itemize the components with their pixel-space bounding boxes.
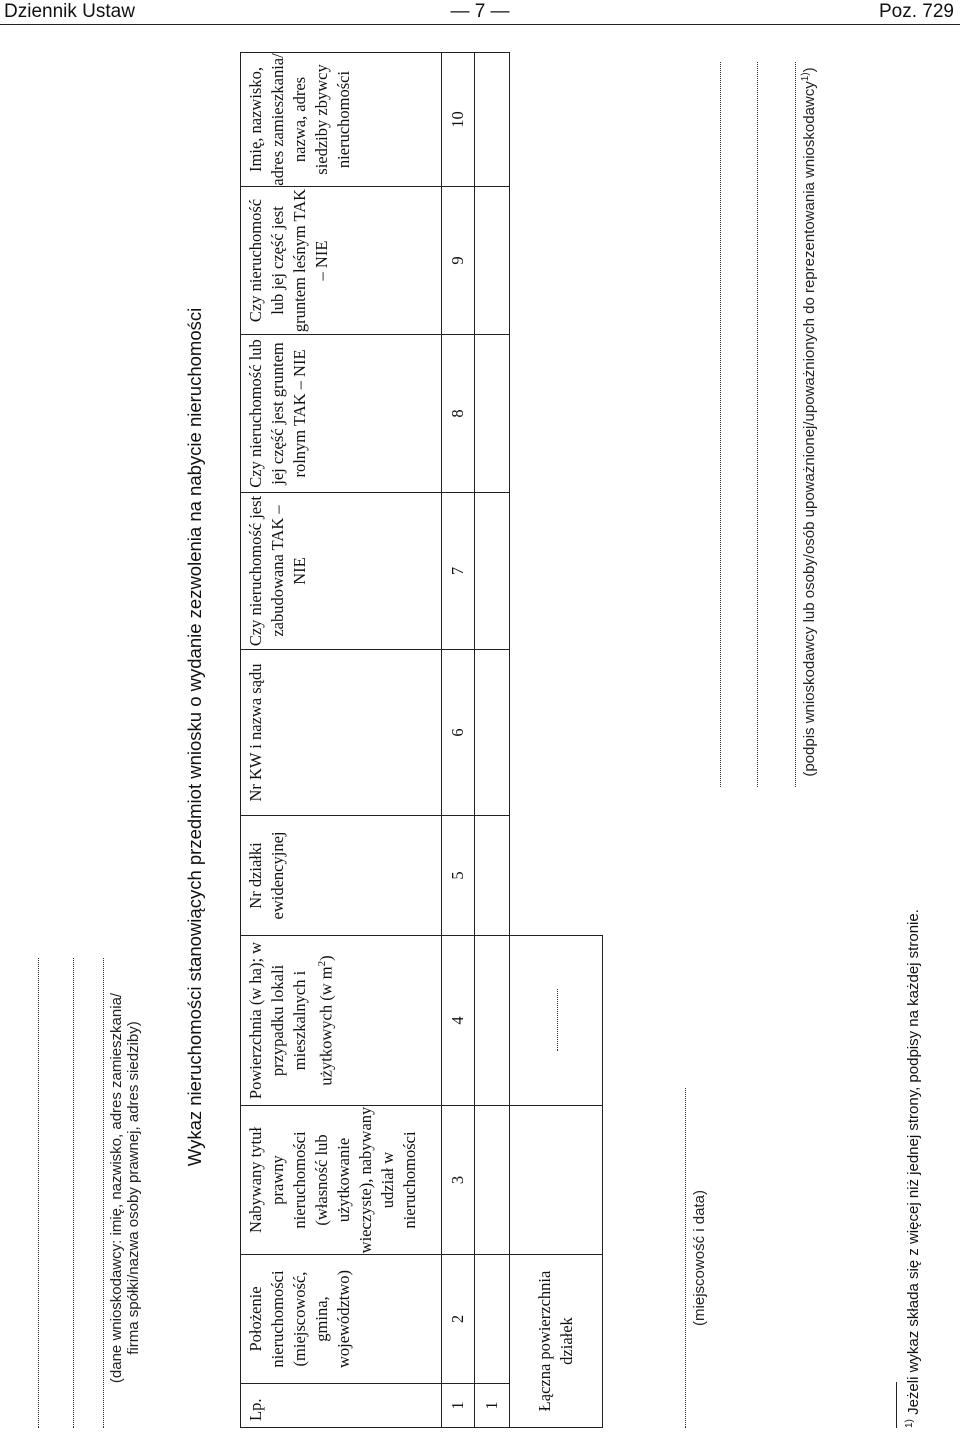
applicant-caption — [108, 948, 142, 1428]
applicant-caption-line2: firma spółki/nazwa osoby prawnej, adres siedziby) — [125, 1021, 142, 1355]
area-unit-sup: 2 — [316, 960, 328, 967]
column-number: 8 — [442, 335, 475, 493]
signature-caption-close: ) — [801, 67, 818, 73]
area-unit-close: ) — [316, 955, 336, 961]
applicant-line-1[interactable] — [38, 958, 39, 1428]
applicant-line-2[interactable] — [73, 958, 74, 1428]
signature-caption — [800, 57, 818, 787]
place-date-caption: (miejscowość i data) — [691, 1190, 708, 1326]
entry-cell[interactable] — [475, 936, 510, 1106]
header-cell: Czy nieruchomość jest zabudowana TAK – NIE — [241, 493, 442, 650]
place-date-line[interactable] — [685, 1088, 686, 1428]
header-cell: Czy nieruchomość lub jej część jest gruntem rolnym TAK – NIE — [241, 335, 442, 493]
column-number: 10 — [442, 53, 475, 187]
column-number: 3 — [442, 1106, 475, 1255]
header-rule — [0, 24, 960, 25]
table-header-row — [241, 53, 442, 1428]
header-cell — [241, 936, 442, 1106]
entry-cell[interactable] — [475, 650, 510, 816]
entry-cell[interactable] — [475, 187, 510, 335]
area-header-text: Powierzchnia (w ha); w przypadku lokali mieszkalnych i użytkowych (w m — [246, 941, 336, 1100]
entry-cell[interactable] — [475, 1255, 510, 1384]
signature-caption-text: (podpis wnioskodawcy lub osoby/osób upoważnionej/upoważnionych do reprezentowania wnioskodawcy — [801, 81, 818, 777]
header-cell: Nr KW i nazwa sądu — [241, 650, 442, 816]
column-number: 4 — [442, 936, 475, 1106]
header-cell: Położenie nieruchomości (miejscowość, gmina, województwo) — [241, 1255, 442, 1384]
footnote — [904, 909, 922, 1428]
header-cell: Czy nieruchomość lub jej część jest gruntem leśnym TAK – NIE — [241, 187, 442, 335]
column-number: 7 — [442, 493, 475, 650]
header-cell: Nabywany tytuł prawny nieruchomości (własność lub użytkowanie wieczyste), nabywany udział w nieruchomości — [241, 1106, 442, 1255]
signature-sup: 1) — [800, 72, 811, 82]
entry-cell[interactable] — [475, 493, 510, 650]
table-row — [475, 53, 510, 1428]
footnote-rule — [896, 1382, 897, 1428]
column-number: 2 — [442, 1255, 475, 1384]
signature-line-2[interactable] — [757, 62, 758, 787]
total-area-cell[interactable] — [510, 936, 603, 1106]
header-cell: Imię, nazwisko, adres zamieszkania/ nazwa, adres siedziby zbywcy nieruchomości — [241, 53, 442, 187]
entry-cell[interactable] — [475, 53, 510, 187]
column-number: 5 — [442, 816, 475, 936]
total-row — [510, 53, 603, 1428]
entry-cell[interactable] — [475, 816, 510, 936]
total-empty-cell — [510, 1106, 603, 1255]
journal-name: Dziennik Ustaw — [4, 1, 135, 22]
page-number: — 7 — — [450, 1, 510, 22]
total-label: Łączna powierzchnia działek — [510, 1255, 603, 1428]
signature-line-3[interactable] — [795, 62, 796, 787]
landscape-page — [0, 32, 960, 1442]
row-lp: 1 — [475, 1384, 510, 1428]
header-cell: Lp. — [241, 1384, 442, 1428]
total-blank-area — [510, 53, 603, 936]
applicant-caption-line1: (dane wnioskodawcy: imię, nazwisko, adres zamieszkania/ — [108, 992, 125, 1384]
entry-cell[interactable] — [475, 335, 510, 493]
page-header — [0, 0, 960, 24]
footnote-marker: 1) — [904, 1419, 915, 1428]
column-number: 1 — [442, 1384, 475, 1428]
position-number: Poz. 729 — [879, 1, 954, 22]
column-number-row — [442, 53, 475, 1428]
property-table — [240, 52, 603, 1428]
column-number: 9 — [442, 187, 475, 335]
footnote-text: Jeżeli wykaz składa się z więcej niż jednej strony, podpisy na każdej stronie. — [905, 909, 922, 1415]
entry-cell[interactable] — [475, 1106, 510, 1255]
header-cell: Nr działki ewidencyjnej — [241, 816, 442, 936]
signature-line-1[interactable] — [720, 62, 721, 787]
page-title: Wykaz nieruchomości stanowiących przedmiot wniosku o wydanie zezwolenia na nabycie nieruchomości — [184, 307, 205, 1167]
applicant-line-3[interactable] — [103, 958, 104, 1428]
total-area-dots[interactable] — [557, 990, 558, 1052]
column-number: 6 — [442, 650, 475, 816]
